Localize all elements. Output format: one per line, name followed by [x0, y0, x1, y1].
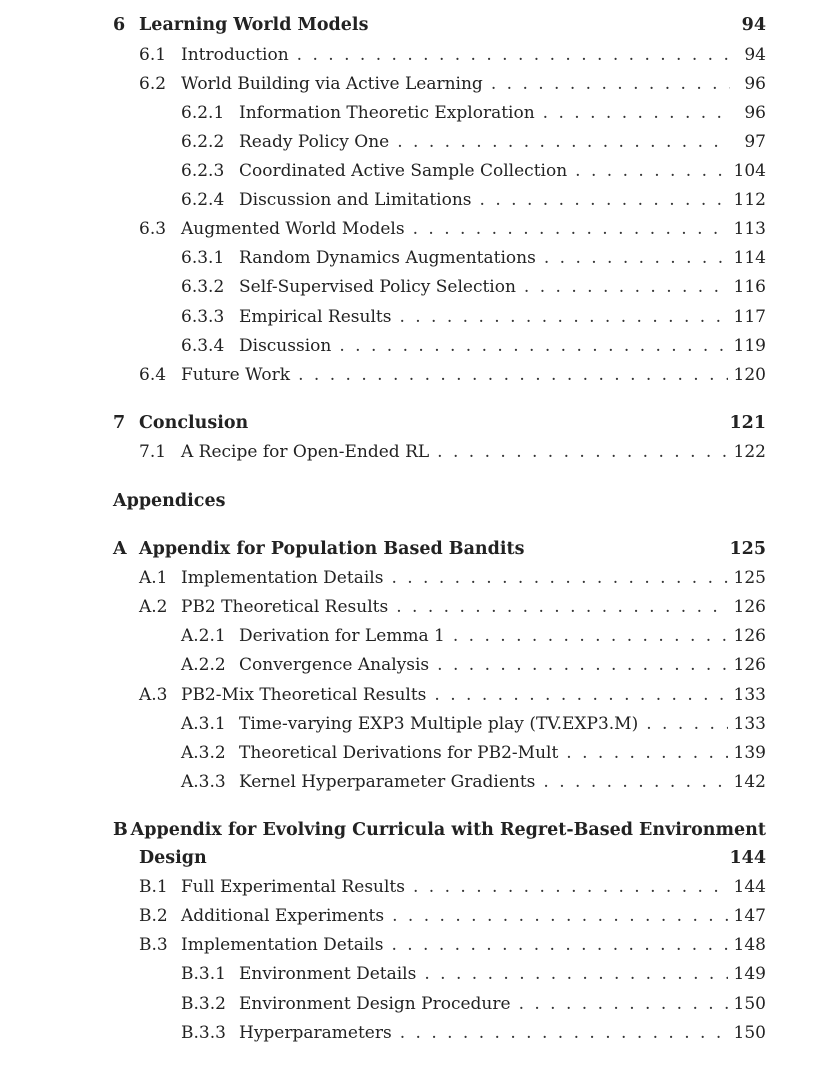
section-number: B.2: [139, 906, 168, 926]
subsection-title: Hyperparameters: [239, 1023, 392, 1043]
toc-entry-6-2-3[interactable]: [181, 159, 766, 183]
subsection-title: Environment Design Procedure: [239, 994, 511, 1014]
toc-entry-6-3[interactable]: [139, 217, 766, 241]
toc-entry-a-3-1[interactable]: [181, 712, 766, 736]
toc-entry-a-3-3[interactable]: [181, 770, 766, 794]
page-number: 133: [733, 714, 766, 734]
toc-entry-6-3-3[interactable]: [181, 305, 766, 329]
toc-entry-6-2-4[interactable]: [181, 188, 766, 212]
page-number: 144: [733, 877, 766, 897]
page-number: 104: [733, 161, 766, 181]
leader-dots: [400, 1021, 728, 1045]
section-number: 6.3: [139, 219, 167, 239]
toc-appendix-b-cont[interactable]: [139, 846, 766, 870]
leader-dots: [413, 875, 728, 899]
toc-entry-6-3-2[interactable]: [181, 275, 766, 299]
page-number: 148: [733, 935, 766, 955]
subsection-number: A.3.1: [181, 714, 226, 734]
section-number: B.3: [139, 935, 168, 955]
subsection-number: 6.2.4: [181, 190, 225, 210]
subsection-number: B.3.1: [181, 964, 226, 984]
subsection-number: 6.3.2: [181, 277, 225, 297]
subsection-title: Discussion: [239, 336, 332, 356]
page-number: 126: [733, 626, 766, 646]
page-number: 96: [744, 103, 766, 123]
section-title: World Building via Active Learning: [181, 74, 483, 94]
leader-dots: [646, 712, 727, 736]
page-number: 119: [733, 336, 766, 356]
page-number: 122: [733, 442, 766, 462]
toc-entry-a-3[interactable]: [139, 683, 766, 707]
toc-entry-b-3[interactable]: [139, 933, 766, 957]
subsection-number: 6.3.1: [181, 248, 225, 268]
page-number: 149: [733, 964, 766, 984]
toc-entry-6-2-1[interactable]: [181, 101, 766, 125]
page-number: 150: [733, 994, 766, 1014]
chapter-title: Learning World Models: [139, 15, 369, 35]
subsection-number: A.3.2: [181, 743, 226, 763]
toc-entry-b-2[interactable]: [139, 904, 766, 928]
leader-dots: [480, 188, 728, 212]
page-number: 147: [733, 906, 766, 926]
section-number: 7.1: [139, 442, 167, 462]
toc-entry-b-3-3[interactable]: [181, 1021, 766, 1045]
page-number: 113: [733, 219, 766, 239]
page-number: 150: [733, 1023, 766, 1043]
section-title: Additional Experiments: [181, 906, 385, 926]
leader-dots: [391, 566, 727, 590]
section-number: 6.2: [139, 74, 167, 94]
subsection-number: A.3.3: [181, 772, 226, 792]
leader-dots: [437, 440, 727, 464]
toc-chapter-6[interactable]: [113, 13, 766, 37]
appendix-title-line-2: Design: [139, 848, 207, 868]
toc-entry-6-2-2[interactable]: [181, 130, 766, 154]
page-number: 114: [733, 248, 766, 268]
leader-dots: [298, 363, 727, 387]
toc-entry-6-4[interactable]: [139, 363, 766, 387]
leader-dots: [297, 43, 730, 67]
leader-dots: [544, 246, 728, 270]
page-number: 116: [733, 277, 766, 297]
subsection-number: 6.3.3: [181, 307, 225, 327]
section-title: PB2 Theoretical Results: [181, 597, 389, 617]
leader-dots: [453, 624, 728, 648]
leader-dots: [391, 933, 727, 957]
leader-dots: [491, 72, 730, 96]
toc-entry-6-3-4[interactable]: [181, 334, 766, 358]
leader-dots: [566, 741, 727, 765]
section-title: Introduction: [181, 45, 289, 65]
leader-dots: [397, 130, 730, 154]
leader-dots: [434, 683, 727, 707]
section-number: 6.1: [139, 45, 167, 65]
leader-dots: [392, 904, 727, 928]
toc-entry-b-3-2[interactable]: [181, 992, 766, 1016]
leader-dots: [519, 992, 728, 1016]
subsection-number: B.3.3: [181, 1023, 226, 1043]
section-number: A.1: [139, 568, 168, 588]
leader-dots: [543, 770, 727, 794]
chapter-number: 6: [113, 15, 126, 35]
page-number: 120: [733, 365, 766, 385]
leader-dots: [339, 334, 727, 358]
page-number: 125: [729, 539, 766, 559]
leader-dots: [543, 101, 730, 125]
page-number: 112: [733, 190, 766, 210]
subsection-title: Ready Policy One: [239, 132, 390, 152]
toc-appendix-a[interactable]: [113, 537, 766, 561]
appendices-heading[interactable]: Appendices: [113, 491, 226, 511]
subsection-number: 6.2.1: [181, 103, 225, 123]
page-number: 94: [741, 15, 766, 35]
subsection-title: Discussion and Limitations: [239, 190, 472, 210]
toc-entry-6-1[interactable]: [139, 43, 766, 67]
subsection-title: Convergence Analysis: [239, 655, 430, 675]
leader-dots: [396, 595, 727, 619]
toc-chapter-7[interactable]: [113, 411, 766, 435]
subsection-title: Coordinated Active Sample Collection: [239, 161, 568, 181]
toc-appendix-b[interactable]: [113, 818, 766, 842]
subsection-title: Theoretical Derivations for PB2-Mult: [239, 743, 559, 763]
leader-dots: [575, 159, 727, 183]
chapter-number: 7: [113, 413, 126, 433]
toc-entry-7-1[interactable]: [139, 440, 766, 464]
page-number: 133: [733, 685, 766, 705]
appendix-title: Appendix for Population Based Bandits: [139, 539, 525, 559]
subsection-number: B.3.2: [181, 994, 226, 1014]
section-title: Implementation Details: [181, 935, 384, 955]
subsection-title: Information Theoretic Exploration: [239, 103, 535, 123]
section-title: PB2-Mix Theoretical Results: [181, 685, 427, 705]
subsection-number: 6.2.3: [181, 161, 225, 181]
page-number: 97: [744, 132, 766, 152]
section-number: A.3: [139, 685, 168, 705]
page-number: 125: [733, 568, 766, 588]
page-number: 144: [729, 848, 766, 868]
toc-entry-b-1[interactable]: [139, 875, 766, 899]
subsection-title: Environment Details: [239, 964, 417, 984]
chapter-title: Conclusion: [139, 413, 249, 433]
toc-entry-a-2-1[interactable]: [181, 624, 766, 648]
page-number: 121: [729, 413, 766, 433]
toc-entry-a-1[interactable]: [139, 566, 766, 590]
subsection-title: Empirical Results: [239, 307, 392, 327]
subsection-number: 6.3.4: [181, 336, 225, 356]
subsection-number: A.2.1: [181, 626, 226, 646]
page-number: 126: [733, 655, 766, 675]
subsection-title: Random Dynamics Augmentations: [239, 248, 536, 268]
section-title: Augmented World Models: [181, 219, 405, 239]
section-title: Implementation Details: [181, 568, 384, 588]
page-number: 126: [733, 597, 766, 617]
leader-dots: [399, 305, 727, 329]
leader-dots: [424, 962, 727, 986]
appendix-letter: B: [113, 820, 128, 840]
toc-entry-a-2[interactable]: [139, 595, 766, 619]
toc-entry-a-3-2[interactable]: [181, 741, 766, 765]
subsection-title: Derivation for Lemma 1: [239, 626, 445, 646]
page-number: 94: [744, 45, 766, 65]
toc-entry-b-3-1[interactable]: [181, 962, 766, 986]
subsection-title: Time-varying EXP3 Multiple play (TV.EXP3.M): [239, 714, 639, 734]
section-number: 6.4: [139, 365, 167, 385]
leader-dots: [437, 653, 727, 677]
leader-dots: [413, 217, 728, 241]
subsection-title: Self-Supervised Policy Selection: [239, 277, 516, 297]
toc-entry-a-2-2[interactable]: [181, 653, 766, 677]
page-number: 139: [733, 743, 766, 763]
page-number: 96: [744, 74, 766, 94]
toc-entry-6-3-1[interactable]: [181, 246, 766, 270]
section-number: B.1: [139, 877, 168, 897]
section-title: Future Work: [181, 365, 291, 385]
subsection-title: Kernel Hyperparameter Gradients: [239, 772, 536, 792]
section-title: A Recipe for Open-Ended RL: [181, 442, 430, 462]
appendix-title-line-1: Appendix for Evolving Curricula with Regret-Based Environment: [130, 820, 766, 840]
page-number: 142: [733, 772, 766, 792]
page-number: 117: [733, 307, 766, 327]
subsection-number: 6.2.2: [181, 132, 225, 152]
subsection-number: A.2.2: [181, 655, 226, 675]
appendix-letter: A: [113, 539, 127, 559]
section-title: Full Experimental Results: [181, 877, 405, 897]
toc-entry-6-2[interactable]: [139, 72, 766, 96]
leader-dots: [524, 275, 728, 299]
section-number: A.2: [139, 597, 168, 617]
